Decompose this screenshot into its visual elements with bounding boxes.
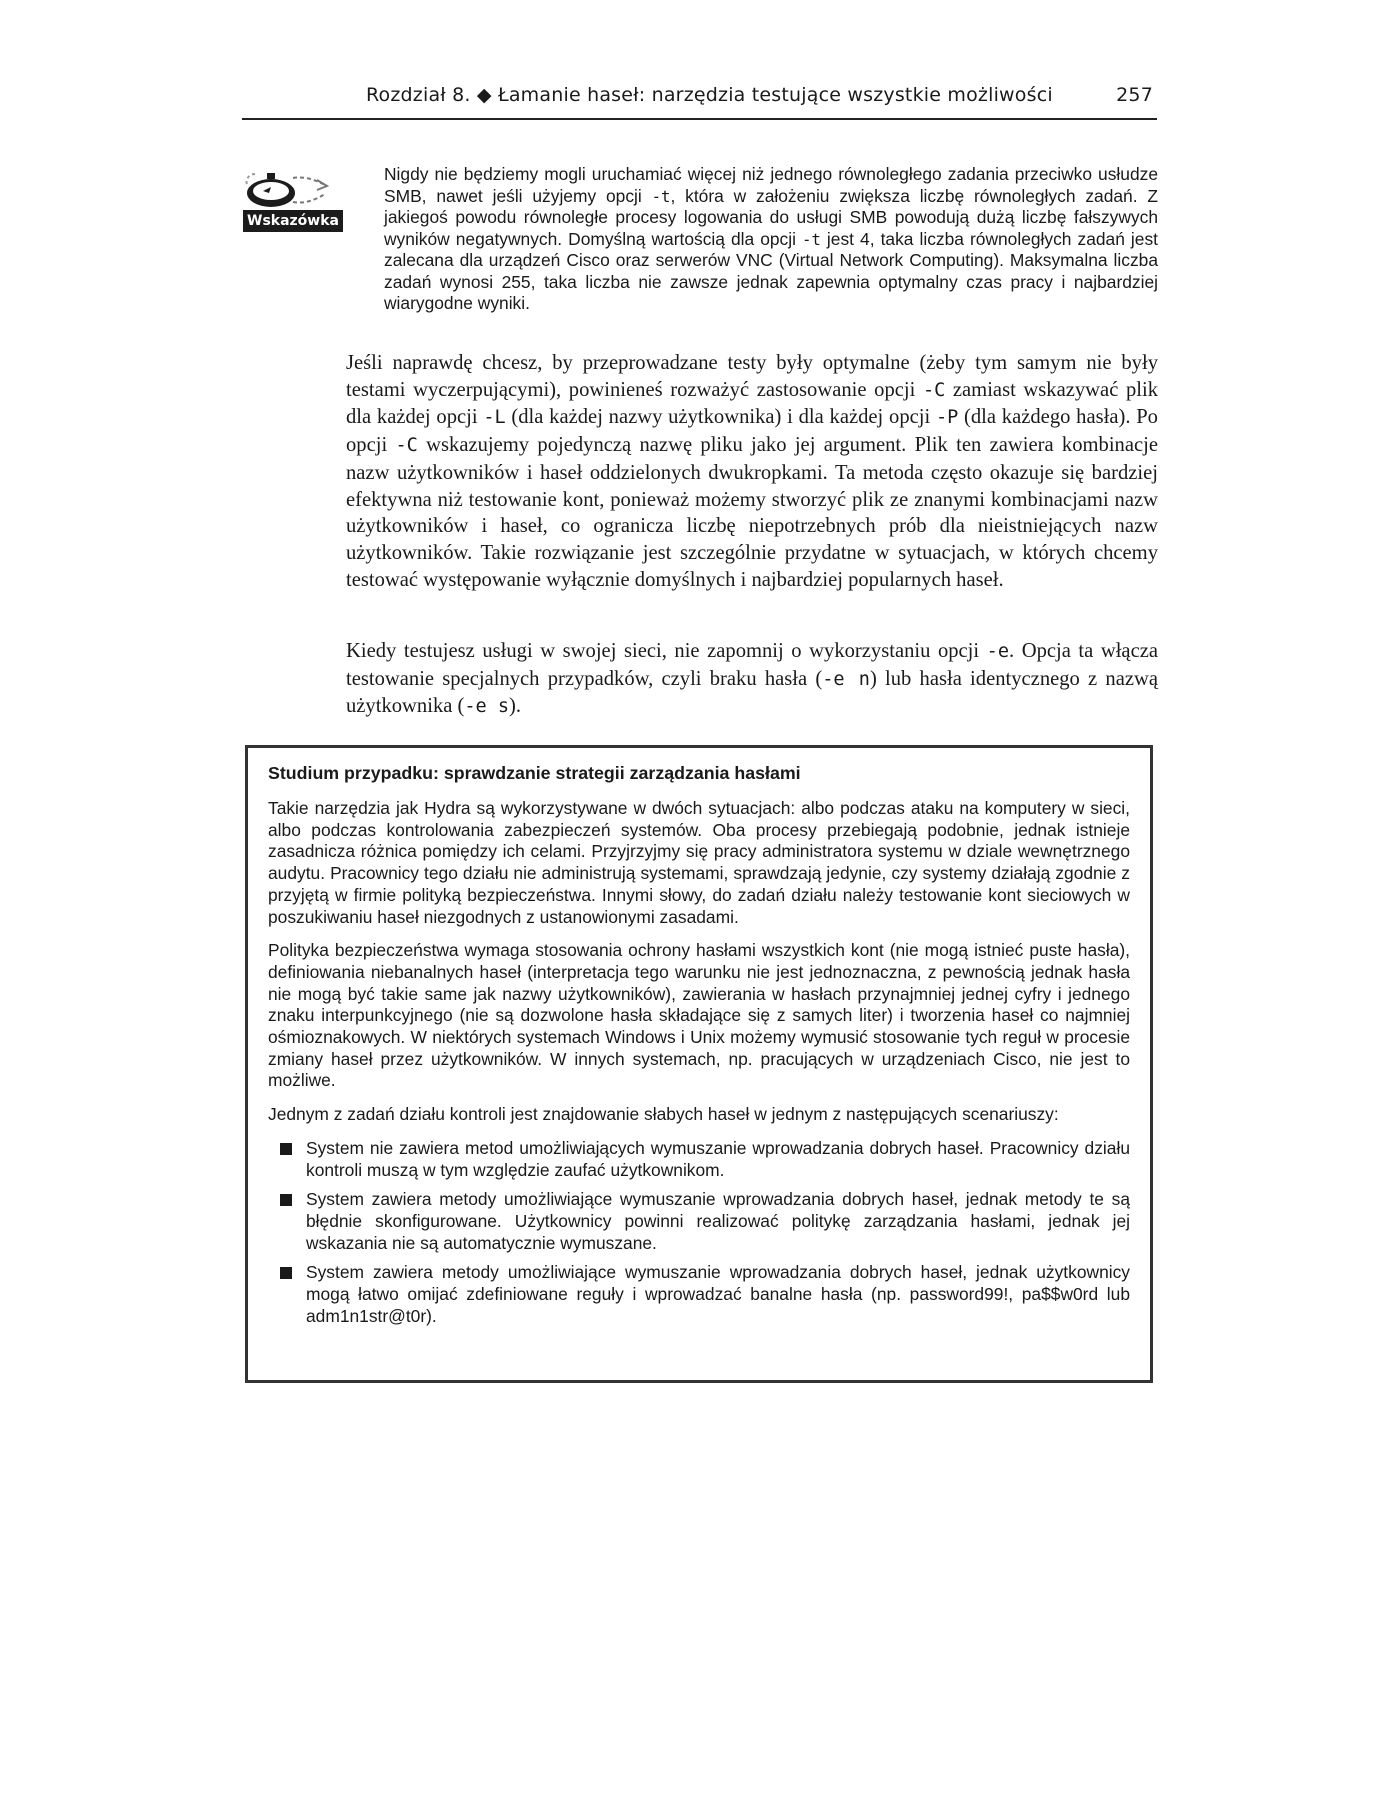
option-code: -e bbox=[986, 641, 1009, 662]
tip-label: Wskazówka bbox=[243, 210, 343, 232]
list-item bbox=[268, 1138, 1130, 1181]
square-bullet-icon bbox=[280, 1194, 292, 1206]
text-part: wskazujemy pojedynczą nazwę pliku jako jej argument. Plik ten zawiera kombinacje nazw użytkowników i haseł oddzielonych dwukropkami. Ta metoda często okazuje się bardziej efektywna niż testowanie kont, ponieważ możemy stworzyć plik ze znanymi kombinacjami nazw użytkowników i haseł, co ogranicza liczbę niepotrzebnych prób dla nieistniejących nazw użytkowników. Takie rozwiązanie jest szczególnie przydatne w sytuacjach, w których chcemy testować występowanie wyłącznie domyślnych i najbardziej popularnych haseł. bbox=[346, 434, 1158, 591]
stopwatch-icon bbox=[243, 168, 345, 212]
paragraph bbox=[346, 350, 1158, 593]
option-code: -C bbox=[922, 379, 946, 401]
option-code: -e n bbox=[822, 668, 870, 690]
option-code: -C bbox=[395, 435, 418, 457]
square-bullet-icon bbox=[280, 1267, 292, 1279]
case-study-paragraph-1: Takie narzędzia jak Hydra są wykorzystywane w dwóch sytuacjach: albo podczas ataku na komputery w sieci, albo podczas kontrolowania zabezpieczeń systemów. Oba procesy przebiegają podobnie, jednak istnieje zasadnicza różnica pomiędzy ich celami. Przyjrzyjmy się pracy administratora systemu w dziale wewnętrznego audytu. Pracownicy tego działu nie administrują systemami, sprawdzają jedynie, czy systemy działają zgodnie z przyjętą w firmie polityką bezpieczeństwa. Innymi słowy, do zadań działu należy testowanie kont sieciowych w poszukiwaniu haseł niezgodnych z ustanowionymi zasadami. bbox=[268, 798, 1130, 927]
tip-icon-block bbox=[243, 168, 345, 234]
page-header bbox=[242, 80, 1157, 120]
list-item-text: System nie zawiera metod umożliwiających wymuszanie wprowadzania dobrych haseł. Pracownicy działu kontroli muszą w tym względzie zaufać użytkownikom. bbox=[306, 1137, 1130, 1180]
tip-text-part: , która w założeniu zwiększa liczbę równoległych zadań. Z jakiegoś powodu równoległe procesy logowania do usługi SMB powodują dużą liczbę fałszywych wyników negatywnych. Domyślną wartością dla opcji bbox=[384, 185, 1158, 249]
text-part: (dla każdego hasła). Po opcji bbox=[346, 406, 1158, 457]
list-item-text: System zawiera metody umożliwiające wymuszanie wprowadzania dobrych haseł, jednak użytkownicy mogą łatwo omijać zdefiniowane reguły i wprowadzać banalne hasła (np. password99!, pa$$w0rd lub adm1n1str@t0r). bbox=[306, 1262, 1130, 1326]
tip-text bbox=[384, 164, 1158, 315]
case-study-box bbox=[245, 745, 1153, 1383]
case-study-paragraph-2: Polityka bezpieczeństwa wymaga stosowania ochrony hasłami wszystkich kont (nie mogą istnieć puste hasła), definiowania niebanalnych haseł (interpretacja tego warunku nie jest jednoznaczna, z pewnością jednak hasła nie mogą być takie same jak nazwy użytkowników), zawierania w hasłach przynajmniej jednej cyfry i jednego znaku interpunkcyjnego (nie są dozwolone hasła składające się z samych liter) i tworzenia haseł co najmniej ośmioznakowych. W niektórych systemach Windows i Unix możemy wymusić stosowanie tych reguł w procesie zmiany haseł przez użytkowników. W innych systemach, np. pracujących w urządzeniach Cisco, nie jest to możliwe. bbox=[268, 940, 1130, 1091]
page-number: 257 bbox=[1116, 84, 1153, 106]
running-title: Rozdział 8. ◆ Łamanie haseł: narzędzia testujące wszystkie możliwości bbox=[366, 84, 1053, 106]
option-code: -e s bbox=[464, 696, 510, 718]
paragraph bbox=[346, 638, 1158, 721]
option-code: -t bbox=[651, 186, 671, 206]
tip-paragraph bbox=[384, 164, 1158, 315]
tip-text-part: jest 4, taka liczba równoległych zadań jest zalecana dla urządzeń Cisco oraz serwerów VNC (Virtual Network Computing). Maksymalna liczba zadań wynosi 255, taka liczba nie zawsze jednak zapewnia optymalny czas pracy i najbardziej wiarygodne wyniki. bbox=[384, 228, 1158, 313]
tip-text-part: Nigdy nie będziemy mogli uruchamiać więcej niż jednego równoległego zadania przeciwko usłudze SMB, nawet jeśli użyjemy opcji bbox=[384, 164, 1158, 206]
scenario-list bbox=[268, 1138, 1130, 1328]
text-part: (dla każdej nazwy użytkownika) i dla każdej opcji bbox=[505, 406, 936, 429]
case-study-title: Studium przypadku: sprawdzanie strategii zarządzania hasłami bbox=[268, 763, 801, 783]
option-code: -t bbox=[802, 229, 821, 249]
body-paragraph-2 bbox=[346, 638, 1158, 721]
body-paragraph-1 bbox=[346, 350, 1158, 593]
text-part: Kiedy testujesz usługi w swojej sieci, nie zapomnij o wykorzystaniu opcji bbox=[346, 640, 987, 662]
square-bullet-icon bbox=[280, 1143, 292, 1155]
text-part: Jeśli naprawdę chcesz, by przeprowadzane testy były optymalne (żeby tym samym nie były testami wyczerpującymi), powinieneś rozważyć zastosowanie opcji bbox=[346, 352, 1158, 401]
text-part: ). bbox=[509, 695, 522, 718]
list-item-text: System zawiera metody umożliwiające wymuszanie wprowadzania dobrych haseł, jednak metody te są błędnie skonfigurowane. Użytkownicy powinni realizować politykę zarządzania hasłami, jednak jej wskazania nie są automatycznie wymuszane. bbox=[306, 1189, 1130, 1253]
text-part: zamiast wskazywać plik dla każdej opcji bbox=[346, 378, 1158, 429]
option-code: -P bbox=[935, 407, 959, 429]
text-part: . Opcja ta włącza testowanie specjalnych przypadków, czyli braku hasła ( bbox=[346, 640, 1158, 690]
list-item bbox=[268, 1189, 1130, 1254]
option-code: -L bbox=[483, 407, 506, 429]
text-part: ) lub hasła identycznego z nazwą użytkownika ( bbox=[346, 667, 1158, 718]
case-study-paragraph-3: Jednym z zadań działu kontroli jest znajdowanie słabych haseł w jednym z następujących scenariuszy: bbox=[268, 1104, 1059, 1125]
list-item bbox=[268, 1262, 1130, 1327]
